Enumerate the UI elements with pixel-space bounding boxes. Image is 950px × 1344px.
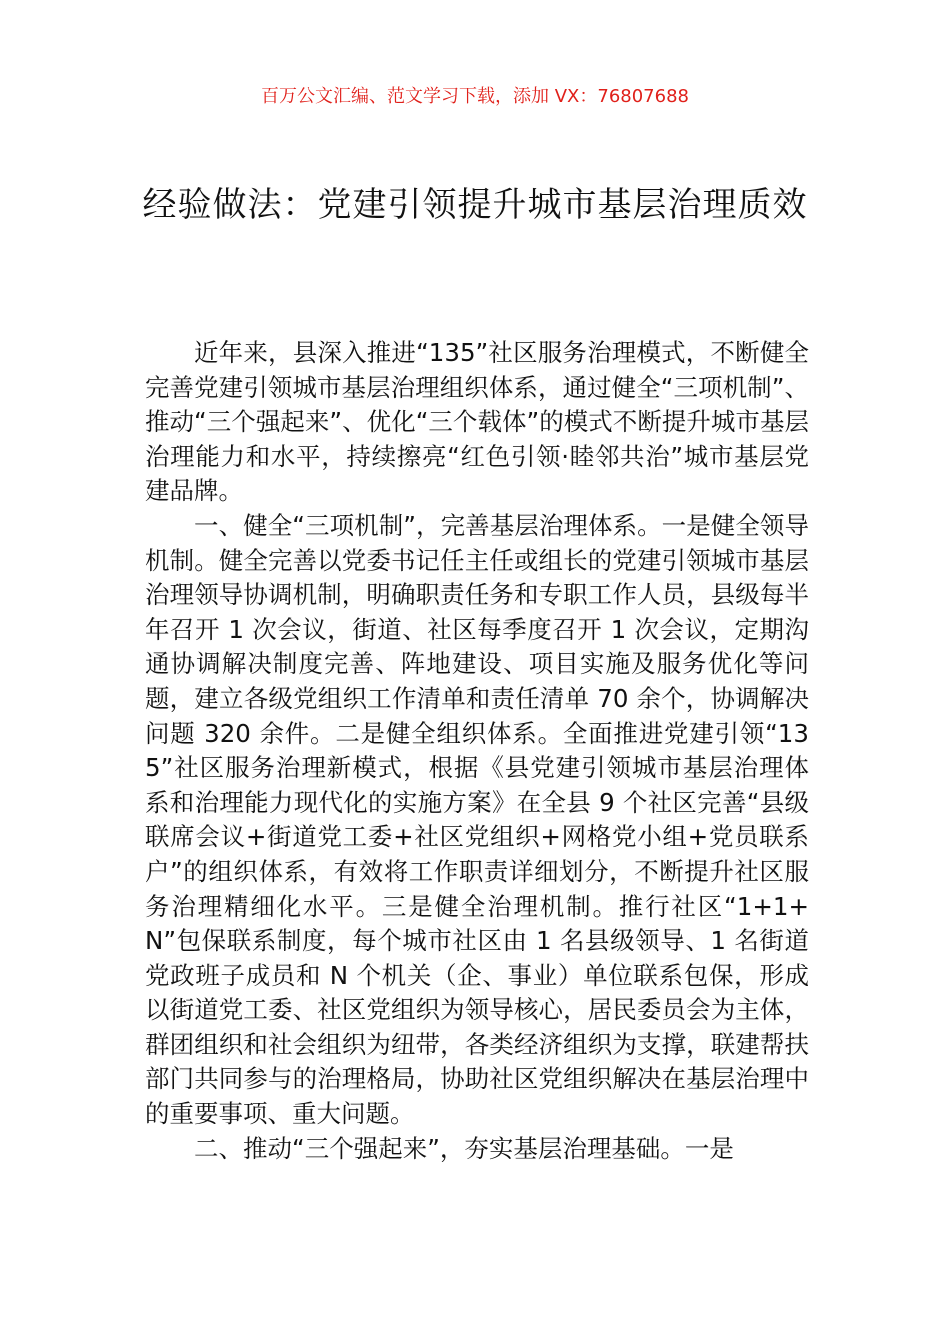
paragraph-section-two: 二、推动“三个强起来”，夯实基层治理基础。一是 [194,1133,734,1163]
paragraph-section-one: 一、健全“三项机制”，完善基层治理体系。一是健全领导机制。健全完善以党委书记任主任或组长的党建引领城市基层治理领导协调机制，明确职责任务和专职工作人员，县级每半年召开 1 次会议，街道、社区每季度召开 1 次会议，定期沟通协调解决制度完善、阵地建设、项目实施及服务优化等问题，建立各级党组织工作清单和责任清单 70 余个，协调解决问题 320 余件。二是健全组织体系。全面推进党建引领“135”社区服务治理新模式，根据《县党建引领城市基层治理体系和治理能力现代化的实施方案》在全县 9 个社区完善“县级联席会议+街道党工委+社区党组织+网格党小组+党员联系户”的组织体系，有效将工作职责详细划分，不断提升社区服务治理精细化水平。三是健全治理机制。推行社区“1+1+N”包保联系制度，每个城市社区由 1 名县级领导、1 名街道党政班子成员和 N 个机关（企、事业）单位联系包保，形成以街道党工委、社区党组织为领导核心，居民委员会为主体，群团组织和社会组织为纽带，各类经济组织为支撑，联建帮扶部门共同参与的治理格局，协助社区党组织解决在基层治理中的重要事项、重大问题。 [145,510,809,1129]
document-body [145,336,809,1166]
paragraph-intro: 近年来，县深入推进“135”社区服务治理模式，不断健全完善党建引领城市基层治理组织体系，通过健全“三项机制”、推动“三个强起来”、优化“三个载体”的模式不断提升城市基层治理能力和水平，持续擦亮“红色引领·睦邻共治”城市基层党建品牌。 [145,338,809,506]
document-title: 经验做法：党建引领提升城市基层治理质效 [142,185,808,225]
header-note: 百万公文汇编、范文学习下载，添加 VX：76807688 [261,86,689,107]
